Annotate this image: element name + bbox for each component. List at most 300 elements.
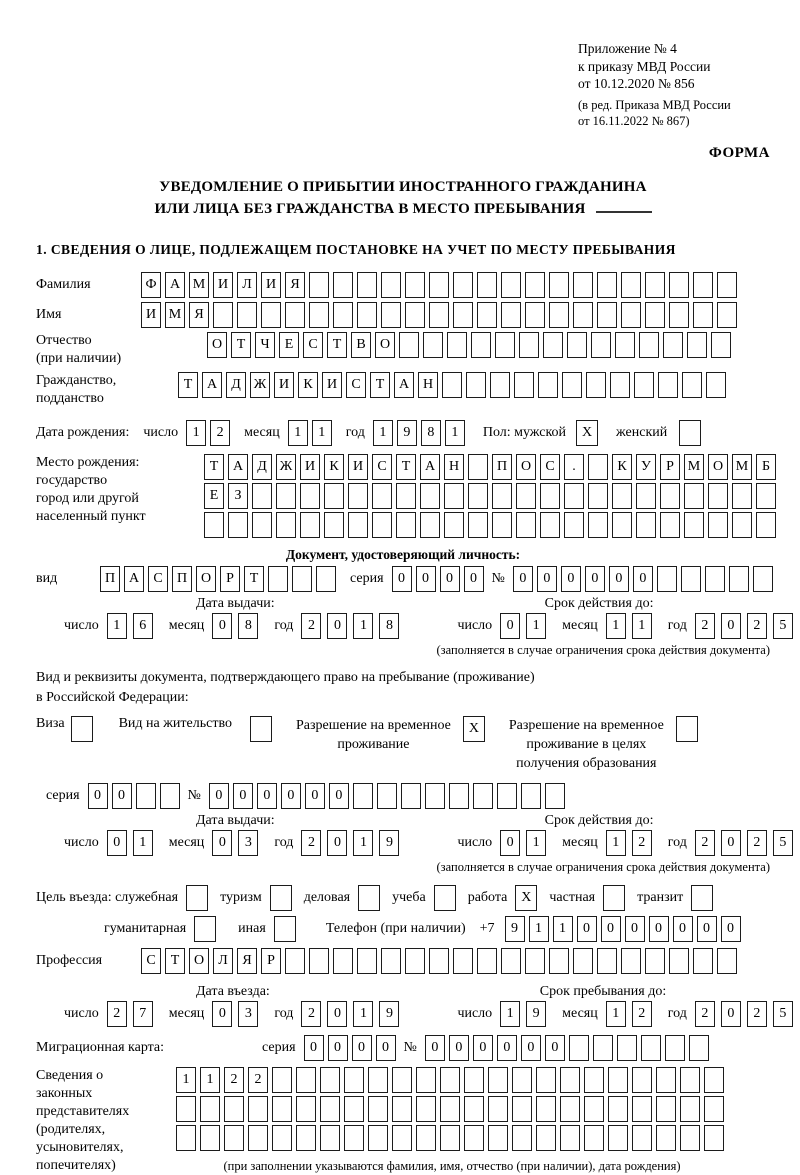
- cell[interactable]: [429, 948, 449, 974]
- cell[interactable]: Т: [370, 372, 390, 398]
- cell[interactable]: 1: [373, 420, 393, 446]
- cell[interactable]: 0: [500, 830, 520, 856]
- cell[interactable]: 0: [721, 916, 741, 942]
- cell[interactable]: 0: [416, 566, 436, 592]
- cell[interactable]: 1: [200, 1067, 220, 1093]
- cell[interactable]: 2: [632, 1001, 652, 1027]
- cell[interactable]: [562, 372, 582, 398]
- cell[interactable]: Н: [418, 372, 438, 398]
- cell[interactable]: И: [300, 454, 320, 480]
- cell[interactable]: [224, 1125, 244, 1151]
- cell[interactable]: 2: [210, 420, 230, 446]
- cell[interactable]: К: [612, 454, 632, 480]
- cell[interactable]: [453, 948, 473, 974]
- cell[interactable]: А: [394, 372, 414, 398]
- cell[interactable]: 1: [176, 1067, 196, 1093]
- cell[interactable]: 5: [773, 613, 793, 639]
- cell[interactable]: 0: [497, 1035, 517, 1061]
- cell[interactable]: [176, 1096, 196, 1122]
- cell[interactable]: 0: [329, 783, 349, 809]
- cell[interactable]: [597, 272, 617, 298]
- cell[interactable]: [569, 1035, 589, 1061]
- cell[interactable]: М: [732, 454, 752, 480]
- cell[interactable]: [333, 272, 353, 298]
- cell[interactable]: [348, 512, 368, 538]
- cell[interactable]: 0: [537, 566, 557, 592]
- cell[interactable]: [545, 783, 565, 809]
- cell[interactable]: Я: [189, 302, 209, 328]
- cell[interactable]: 0: [327, 1001, 347, 1027]
- cell[interactable]: [617, 1035, 637, 1061]
- cell[interactable]: И: [141, 302, 161, 328]
- cell[interactable]: [320, 1067, 340, 1093]
- cell[interactable]: 2: [107, 1001, 127, 1027]
- cell[interactable]: Л: [213, 948, 233, 974]
- cell[interactable]: [381, 948, 401, 974]
- cell[interactable]: 0: [281, 783, 301, 809]
- cell[interactable]: И: [274, 372, 294, 398]
- cell[interactable]: [136, 783, 156, 809]
- cell[interactable]: Р: [660, 454, 680, 480]
- cell[interactable]: 1: [353, 613, 373, 639]
- cell[interactable]: [669, 948, 689, 974]
- cell[interactable]: [440, 1125, 460, 1151]
- cell[interactable]: [444, 483, 464, 509]
- cell[interactable]: 2: [248, 1067, 268, 1093]
- cell[interactable]: [753, 566, 773, 592]
- cell[interactable]: С: [141, 948, 161, 974]
- cell[interactable]: 9: [379, 830, 399, 856]
- cell[interactable]: 0: [513, 566, 533, 592]
- cell[interactable]: И: [261, 272, 281, 298]
- cell[interactable]: 2: [695, 830, 715, 856]
- cell[interactable]: [272, 1096, 292, 1122]
- cell[interactable]: [634, 372, 654, 398]
- cell[interactable]: А: [228, 454, 248, 480]
- cell[interactable]: [228, 512, 248, 538]
- cell[interactable]: [405, 302, 425, 328]
- cell[interactable]: Т: [204, 454, 224, 480]
- cell[interactable]: [597, 302, 617, 328]
- cell[interactable]: [588, 512, 608, 538]
- cell[interactable]: [420, 483, 440, 509]
- cell[interactable]: [665, 1035, 685, 1061]
- cell[interactable]: Т: [165, 948, 185, 974]
- purpose-humanitarian-checkbox[interactable]: [194, 916, 216, 942]
- cell[interactable]: [645, 272, 665, 298]
- cell[interactable]: 9: [397, 420, 417, 446]
- cell[interactable]: [732, 512, 752, 538]
- cell[interactable]: [512, 1096, 532, 1122]
- cell[interactable]: [488, 1067, 508, 1093]
- cell[interactable]: [708, 512, 728, 538]
- cell[interactable]: 1: [107, 613, 127, 639]
- cell[interactable]: [333, 302, 353, 328]
- cell[interactable]: [204, 512, 224, 538]
- cell[interactable]: 0: [697, 916, 717, 942]
- cell[interactable]: 0: [521, 1035, 541, 1061]
- cell[interactable]: [449, 783, 469, 809]
- cell[interactable]: [684, 483, 704, 509]
- cell[interactable]: Т: [244, 566, 264, 592]
- cell[interactable]: 0: [721, 613, 741, 639]
- cell[interactable]: 0: [392, 566, 412, 592]
- cell[interactable]: [636, 483, 656, 509]
- cell[interactable]: 0: [464, 566, 484, 592]
- cell[interactable]: 0: [649, 916, 669, 942]
- cell[interactable]: 6: [133, 613, 153, 639]
- cell[interactable]: [296, 1067, 316, 1093]
- cell[interactable]: [381, 272, 401, 298]
- cell[interactable]: [573, 302, 593, 328]
- cell[interactable]: [584, 1067, 604, 1093]
- cell[interactable]: О: [708, 454, 728, 480]
- cell[interactable]: [680, 1067, 700, 1093]
- cell[interactable]: 0: [112, 783, 132, 809]
- cell[interactable]: 1: [133, 830, 153, 856]
- cell[interactable]: [444, 512, 464, 538]
- cell[interactable]: [440, 1067, 460, 1093]
- cell[interactable]: 0: [585, 566, 605, 592]
- cell[interactable]: [732, 483, 752, 509]
- cell[interactable]: 1: [186, 420, 206, 446]
- cell[interactable]: [593, 1035, 613, 1061]
- cell[interactable]: [584, 1096, 604, 1122]
- cell[interactable]: [525, 302, 545, 328]
- cell[interactable]: [399, 332, 419, 358]
- cell[interactable]: [285, 948, 305, 974]
- cell[interactable]: С: [346, 372, 366, 398]
- cell[interactable]: 0: [212, 613, 232, 639]
- cell[interactable]: [682, 372, 702, 398]
- cell[interactable]: Д: [252, 454, 272, 480]
- cell[interactable]: 2: [301, 1001, 321, 1027]
- cell[interactable]: 1: [606, 1001, 626, 1027]
- cell[interactable]: [656, 1096, 676, 1122]
- cell[interactable]: [477, 302, 497, 328]
- cell[interactable]: [453, 302, 473, 328]
- cell[interactable]: 2: [747, 613, 767, 639]
- cell[interactable]: П: [172, 566, 192, 592]
- cell[interactable]: [200, 1096, 220, 1122]
- cell[interactable]: 0: [577, 916, 597, 942]
- cell[interactable]: 2: [301, 613, 321, 639]
- cell[interactable]: Ч: [255, 332, 275, 358]
- purpose-business-checkbox[interactable]: [358, 885, 380, 911]
- cell[interactable]: [357, 272, 377, 298]
- cell[interactable]: А: [420, 454, 440, 480]
- cell[interactable]: [660, 512, 680, 538]
- cell[interactable]: [416, 1096, 436, 1122]
- cell[interactable]: [636, 512, 656, 538]
- cell[interactable]: [309, 302, 329, 328]
- cell[interactable]: .: [564, 454, 584, 480]
- cell[interactable]: [416, 1125, 436, 1151]
- cell[interactable]: Р: [261, 948, 281, 974]
- purpose-transit-checkbox[interactable]: [691, 885, 713, 911]
- cell[interactable]: [560, 1125, 580, 1151]
- cell[interactable]: 0: [212, 1001, 232, 1027]
- cell[interactable]: [641, 1035, 661, 1061]
- cell[interactable]: [320, 1125, 340, 1151]
- cell[interactable]: [516, 483, 536, 509]
- cell[interactable]: 8: [379, 613, 399, 639]
- cell[interactable]: [560, 1096, 580, 1122]
- cell[interactable]: 0: [440, 566, 460, 592]
- cell[interactable]: [497, 783, 517, 809]
- cell[interactable]: М: [684, 454, 704, 480]
- temp-residence-edu-checkbox[interactable]: [676, 716, 698, 742]
- cell[interactable]: [477, 272, 497, 298]
- cell[interactable]: Д: [226, 372, 246, 398]
- purpose-other-checkbox[interactable]: [274, 916, 296, 942]
- cell[interactable]: [711, 332, 731, 358]
- cell[interactable]: [608, 1096, 628, 1122]
- cell[interactable]: [669, 272, 689, 298]
- cell[interactable]: [501, 948, 521, 974]
- cell[interactable]: 8: [238, 613, 258, 639]
- cell[interactable]: [693, 272, 713, 298]
- cell[interactable]: [316, 566, 336, 592]
- cell[interactable]: [261, 302, 281, 328]
- cell[interactable]: [621, 272, 641, 298]
- cell[interactable]: [660, 483, 680, 509]
- cell[interactable]: [429, 302, 449, 328]
- cell[interactable]: [405, 948, 425, 974]
- cell[interactable]: Т: [396, 454, 416, 480]
- purpose-official-checkbox[interactable]: [186, 885, 208, 911]
- cell[interactable]: [252, 483, 272, 509]
- cell[interactable]: [396, 512, 416, 538]
- cell[interactable]: Л: [237, 272, 257, 298]
- cell[interactable]: [425, 783, 445, 809]
- cell[interactable]: 0: [473, 1035, 493, 1061]
- cell[interactable]: О: [375, 332, 395, 358]
- cell[interactable]: [704, 1096, 724, 1122]
- cell[interactable]: [514, 372, 534, 398]
- visa-checkbox[interactable]: [71, 716, 93, 742]
- cell[interactable]: [429, 272, 449, 298]
- cell[interactable]: 2: [224, 1067, 244, 1093]
- cell[interactable]: 0: [449, 1035, 469, 1061]
- cell[interactable]: [252, 512, 272, 538]
- cell[interactable]: П: [492, 454, 512, 480]
- cell[interactable]: 0: [601, 916, 621, 942]
- cell[interactable]: 9: [379, 1001, 399, 1027]
- cell[interactable]: 1: [500, 1001, 520, 1027]
- cell[interactable]: 1: [526, 830, 546, 856]
- cell[interactable]: [549, 302, 569, 328]
- cell[interactable]: [588, 483, 608, 509]
- cell[interactable]: 0: [625, 916, 645, 942]
- cell[interactable]: [610, 372, 630, 398]
- cell[interactable]: [586, 372, 606, 398]
- cell[interactable]: Р: [220, 566, 240, 592]
- cell[interactable]: [176, 1125, 196, 1151]
- cell[interactable]: О: [516, 454, 536, 480]
- cell[interactable]: [348, 483, 368, 509]
- cell[interactable]: [564, 512, 584, 538]
- cell[interactable]: [285, 302, 305, 328]
- cell[interactable]: К: [324, 454, 344, 480]
- cell[interactable]: А: [124, 566, 144, 592]
- cell[interactable]: 0: [88, 783, 108, 809]
- cell[interactable]: 1: [288, 420, 308, 446]
- cell[interactable]: [466, 372, 486, 398]
- cell[interactable]: [324, 512, 344, 538]
- cell[interactable]: [516, 512, 536, 538]
- cell[interactable]: Н: [444, 454, 464, 480]
- cell[interactable]: [704, 1125, 724, 1151]
- cell[interactable]: [573, 948, 593, 974]
- purpose-tourism-checkbox[interactable]: [270, 885, 292, 911]
- cell[interactable]: [706, 372, 726, 398]
- cell[interactable]: 0: [257, 783, 277, 809]
- cell[interactable]: [224, 1096, 244, 1122]
- cell[interactable]: И: [348, 454, 368, 480]
- cell[interactable]: 0: [327, 830, 347, 856]
- cell[interactable]: [597, 948, 617, 974]
- cell[interactable]: [464, 1125, 484, 1151]
- cell[interactable]: [477, 948, 497, 974]
- cell[interactable]: 2: [632, 830, 652, 856]
- cell[interactable]: У: [636, 454, 656, 480]
- temp-residence-checkbox[interactable]: X: [463, 716, 485, 742]
- cell[interactable]: А: [202, 372, 222, 398]
- cell[interactable]: 1: [529, 916, 549, 942]
- cell[interactable]: [377, 783, 397, 809]
- cell[interactable]: И: [322, 372, 342, 398]
- cell[interactable]: 0: [545, 1035, 565, 1061]
- cell[interactable]: 1: [312, 420, 332, 446]
- cell[interactable]: [512, 1125, 532, 1151]
- cell[interactable]: [536, 1067, 556, 1093]
- cell[interactable]: А: [165, 272, 185, 298]
- cell[interactable]: [392, 1067, 412, 1093]
- cell[interactable]: Ж: [276, 454, 296, 480]
- cell[interactable]: [756, 512, 776, 538]
- cell[interactable]: [320, 1096, 340, 1122]
- cell[interactable]: Т: [327, 332, 347, 358]
- cell[interactable]: [656, 1125, 676, 1151]
- residence-permit-checkbox[interactable]: [250, 716, 272, 742]
- cell[interactable]: [512, 1067, 532, 1093]
- cell[interactable]: [704, 1067, 724, 1093]
- cell[interactable]: [689, 1035, 709, 1061]
- cell[interactable]: [468, 454, 488, 480]
- cell[interactable]: [248, 1096, 268, 1122]
- cell[interactable]: 0: [328, 1035, 348, 1061]
- cell[interactable]: Е: [279, 332, 299, 358]
- sex-male-checkbox[interactable]: X: [576, 420, 598, 446]
- cell[interactable]: [392, 1096, 412, 1122]
- cell[interactable]: С: [540, 454, 560, 480]
- cell[interactable]: [549, 948, 569, 974]
- cell[interactable]: [560, 1067, 580, 1093]
- cell[interactable]: 0: [107, 830, 127, 856]
- cell[interactable]: Е: [204, 483, 224, 509]
- cell[interactable]: [536, 1096, 556, 1122]
- cell[interactable]: [405, 272, 425, 298]
- cell[interactable]: [693, 948, 713, 974]
- cell[interactable]: [621, 948, 641, 974]
- cell[interactable]: 0: [376, 1035, 396, 1061]
- cell[interactable]: [353, 783, 373, 809]
- cell[interactable]: [309, 948, 329, 974]
- cell[interactable]: [237, 302, 257, 328]
- cell[interactable]: [213, 302, 233, 328]
- cell[interactable]: 1: [606, 613, 626, 639]
- cell[interactable]: 7: [133, 1001, 153, 1027]
- cell[interactable]: [717, 302, 737, 328]
- cell[interactable]: [693, 302, 713, 328]
- cell[interactable]: [296, 1096, 316, 1122]
- cell[interactable]: О: [207, 332, 227, 358]
- cell[interactable]: [357, 948, 377, 974]
- cell[interactable]: [344, 1067, 364, 1093]
- cell[interactable]: 3: [238, 830, 258, 856]
- cell[interactable]: [519, 332, 539, 358]
- cell[interactable]: [296, 1125, 316, 1151]
- cell[interactable]: 0: [609, 566, 629, 592]
- cell[interactable]: 0: [304, 1035, 324, 1061]
- cell[interactable]: 1: [632, 613, 652, 639]
- cell[interactable]: [540, 483, 560, 509]
- cell[interactable]: С: [372, 454, 392, 480]
- cell[interactable]: 5: [773, 1001, 793, 1027]
- sex-female-checkbox[interactable]: [679, 420, 701, 446]
- cell[interactable]: 9: [526, 1001, 546, 1027]
- cell[interactable]: [401, 783, 421, 809]
- cell[interactable]: П: [100, 566, 120, 592]
- cell[interactable]: [588, 454, 608, 480]
- cell[interactable]: [453, 272, 473, 298]
- cell[interactable]: [756, 483, 776, 509]
- cell[interactable]: Я: [285, 272, 305, 298]
- cell[interactable]: 3: [238, 1001, 258, 1027]
- cell[interactable]: [549, 272, 569, 298]
- cell[interactable]: [525, 948, 545, 974]
- cell[interactable]: [645, 948, 665, 974]
- cell[interactable]: [381, 302, 401, 328]
- cell[interactable]: [612, 483, 632, 509]
- cell[interactable]: [521, 783, 541, 809]
- cell[interactable]: 1: [353, 1001, 373, 1027]
- cell[interactable]: [372, 512, 392, 538]
- cell[interactable]: [684, 512, 704, 538]
- cell[interactable]: [440, 1096, 460, 1122]
- cell[interactable]: Ф: [141, 272, 161, 298]
- cell[interactable]: 0: [209, 783, 229, 809]
- cell[interactable]: [488, 1096, 508, 1122]
- cell[interactable]: [372, 483, 392, 509]
- cell[interactable]: [300, 483, 320, 509]
- cell[interactable]: [501, 302, 521, 328]
- purpose-work-checkbox[interactable]: X: [515, 885, 537, 911]
- cell[interactable]: [324, 483, 344, 509]
- cell[interactable]: [488, 1125, 508, 1151]
- cell[interactable]: [540, 512, 560, 538]
- cell[interactable]: 5: [773, 830, 793, 856]
- cell[interactable]: [680, 1125, 700, 1151]
- cell[interactable]: [442, 372, 462, 398]
- cell[interactable]: М: [165, 302, 185, 328]
- cell[interactable]: [501, 272, 521, 298]
- cell[interactable]: 1: [553, 916, 573, 942]
- cell[interactable]: [621, 302, 641, 328]
- cell[interactable]: [300, 512, 320, 538]
- cell[interactable]: [525, 272, 545, 298]
